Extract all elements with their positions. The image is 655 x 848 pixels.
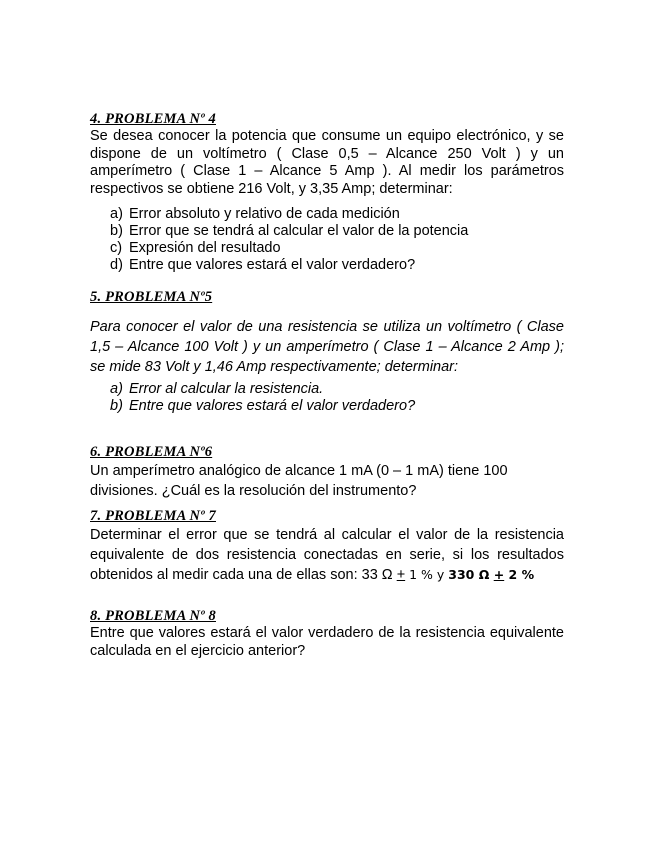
problem-4-title: 4. PROBLEMA Nº 4	[90, 111, 216, 127]
problem-6-title: 6. PROBLEMA Nº6	[90, 444, 213, 460]
problem-4-text: Se desea conocer la potencia que consume un equipo electrónico, y se dispone de un voltímetro ( Clase 0,5 – Alcance 250 Volt ) y un amperímetro ( Clase 1 – Alcance 5 Amp ). Al medir los parámetros respectivos se obtiene 216 Volt, y 3,35 Amp; determinar:	[90, 128, 564, 197]
list-item: a) Error absoluto y relativo de cada medición	[110, 206, 400, 222]
problem-5-list	[90, 381, 564, 415]
problem-5-text: Para conocer el valor de una resistencia se utiliza un voltímetro ( Clase 1,5 – Alcance 100 Volt ) y un amperímetro ( Clase 1 – Alcance 2 Amp ); se mide 83 Volt y 1,46 Amp respectivamente; determinar:	[90, 319, 564, 375]
problem-6-text: Un amperímetro analógico de alcance 1 mA (0 – 1 mA) tiene 100 divisiones. ¿Cuál es la resolución del instrumento?	[90, 463, 508, 499]
problem-8-title: 8. PROBLEMA Nº 8	[90, 608, 216, 624]
plus-minus: +	[396, 567, 406, 583]
document-page	[90, 110, 564, 660]
problem-6	[90, 443, 564, 501]
list-item: c) Expresión del resultado	[110, 240, 281, 256]
list-item: b) Entre que valores estará el valor verdadero?	[110, 398, 416, 414]
problem-8	[90, 607, 564, 660]
problem-4-list	[90, 206, 564, 274]
problem-4	[90, 110, 564, 274]
problem-7-title: 7. PROBLEMA Nº 7	[90, 508, 216, 524]
problem-7-text: Determinar el error que se tendrá al calcular el valor de la resistencia equivalente de dos resistencia conectadas en serie, si los resultados obtenidos al medir cada una de ellas son: 33 Ω + 1 % y 330 Ω + 2 %	[90, 527, 564, 583]
problem-8-text: Entre que valores estará el valor verdadero de la resistencia equivalente calculada en el ejercicio anterior?	[90, 625, 564, 659]
list-item: b) Error que se tendrá al calcular el valor de la potencia	[110, 223, 469, 239]
list-item: a) Error al calcular la resistencia.	[110, 381, 324, 397]
problem-5-title: 5. PROBLEMA Nº5	[90, 289, 213, 305]
problem-7	[90, 507, 564, 585]
list-item: d) Entre que valores estará el valor verdadero?	[110, 257, 416, 273]
plus-minus: +	[493, 567, 505, 582]
problem-5	[90, 288, 564, 415]
